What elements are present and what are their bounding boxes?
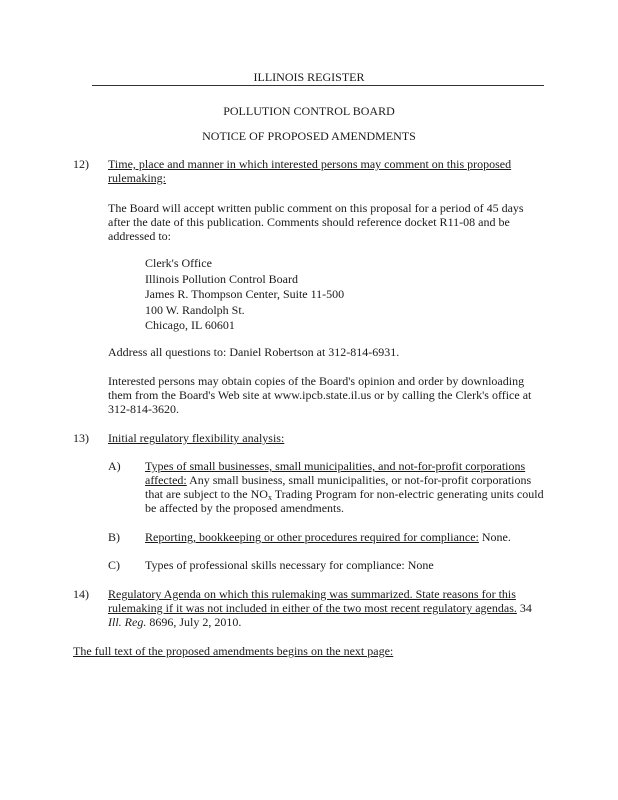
address-line: James R. Thompson Center, Suite 11-500 xyxy=(145,287,345,302)
closing-statement: The full text of the proposed amendments begins on the next page: xyxy=(73,644,394,658)
item-12-heading-line2: rulemaking: xyxy=(108,171,166,185)
item-13a-affected: affected: xyxy=(145,473,187,487)
address-line: Clerk's Office xyxy=(145,256,212,270)
item-12-para1-line1: The Board will accept written public comment on this proposal for a period of 45 days xyxy=(108,201,524,215)
item-12-para3-line3: 312-814-3620. xyxy=(108,402,179,416)
item-12-para3-line1: Interested persons may obtain copies of the Board's opinion and order by downloading xyxy=(108,374,525,388)
item-13-heading: Initial regulatory flexibility analysis: xyxy=(108,431,285,445)
item-14-line1: Regulatory Agenda on which this rulemaking was summarized. State reasons for this xyxy=(108,587,516,601)
item-13a-line3-pre: that are subject to the NO xyxy=(145,487,268,501)
item-12-para1-line2: after the date of this publication. Comments should reference docket R11-08 and be xyxy=(108,215,510,229)
item-13b-heading: Reporting, bookkeeping or other procedures required for compliance: xyxy=(145,530,479,544)
address-line: Chicago, IL 60601 xyxy=(145,318,235,333)
item-13a-line2 xyxy=(145,473,531,487)
item-14-number: 14) xyxy=(73,587,89,601)
agency-title: POLLUTION CONTROL BOARD xyxy=(223,104,395,118)
item-12-number: 12) xyxy=(73,157,89,171)
item-13c-heading: Types of professional skills necessary for compliance: xyxy=(145,558,405,572)
address-line: 100 W. Randolph St. xyxy=(145,302,245,317)
item-13b-text xyxy=(145,530,511,544)
item-13a-heading: Types of small businesses, small municipalities, and not-for-profit corporations xyxy=(145,459,526,473)
item-13-number: 13) xyxy=(73,431,89,445)
header-rule xyxy=(92,85,544,86)
questions-contact: Address all questions to: Daniel Robertson at 312-814-6931. xyxy=(108,345,400,359)
item-13c-answer: None xyxy=(404,558,434,572)
register-title: ILLINOIS REGISTER xyxy=(253,70,365,84)
item-12-heading-line1: Time, place and manner in which interested persons may comment on this proposed xyxy=(108,157,512,171)
item-14-line2-rest: 34 xyxy=(516,601,532,615)
nox-subscript: x xyxy=(267,493,272,502)
ill-reg-citation: Ill. Reg. xyxy=(108,615,147,629)
item-14-line2 xyxy=(108,601,532,615)
item-13c-label: C) xyxy=(108,558,120,572)
mailing-address xyxy=(145,256,344,334)
item-13b-answer: None. xyxy=(478,530,511,544)
item-13a-line3-post: Trading Program for non-electric generating units could xyxy=(271,487,544,501)
item-13c-text xyxy=(145,558,434,572)
item-14-line3-rest: 8696, July 2, 2010. xyxy=(146,615,242,629)
item-12-para3-line2: them from the Board's Web site at www.ipcb.state.il.us or by calling the Clerk's office at xyxy=(108,388,532,402)
item-13a-line2-rest: Any small business, small municipalities, or not-for-profit corporations xyxy=(186,473,532,487)
item-13b-label: B) xyxy=(108,530,120,544)
item-14-line2-underlined: rulemaking if it was not included in either of the two most recent regulatory agendas. xyxy=(108,601,517,615)
item-13a-label: A) xyxy=(108,459,121,473)
item-13a-line3 xyxy=(145,487,544,501)
address-line: Illinois Pollution Control Board xyxy=(145,271,299,286)
item-14-line3 xyxy=(108,615,241,629)
notice-title: NOTICE OF PROPOSED AMENDMENTS xyxy=(202,129,416,143)
item-12-para1-line3: addressed to: xyxy=(108,229,171,243)
item-13a-line4: be affected by the proposed amendments. xyxy=(145,501,345,515)
